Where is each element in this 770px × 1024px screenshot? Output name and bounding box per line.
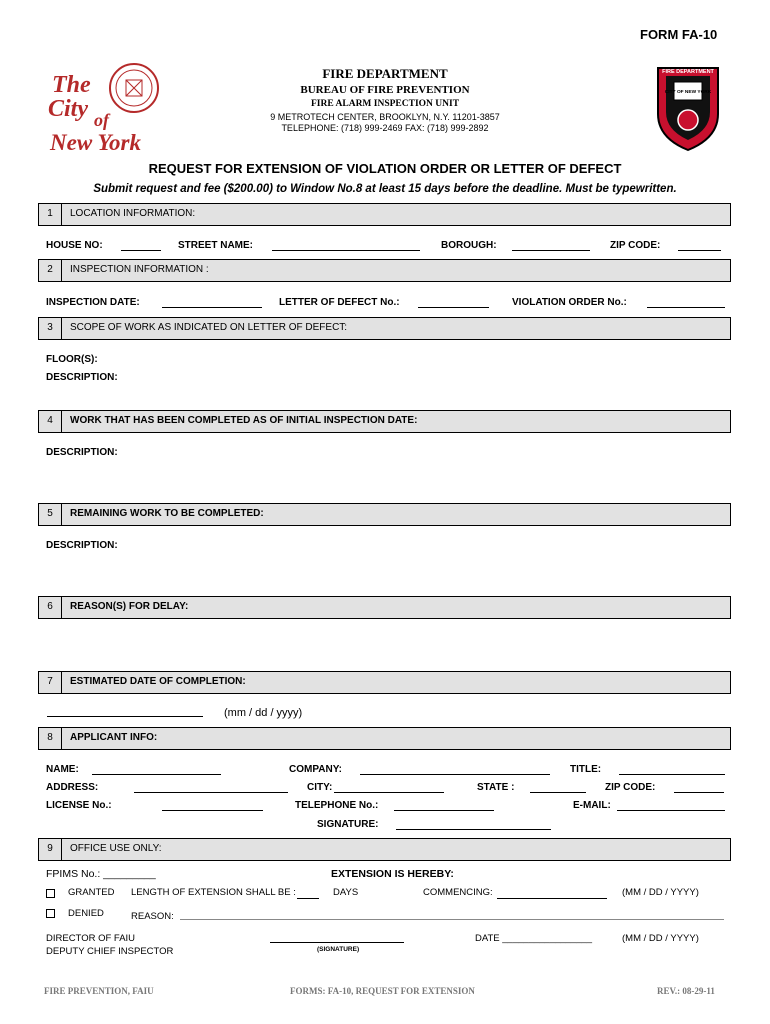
license-label: LICENSE No.: (46, 800, 112, 811)
applicant-name-label: NAME: (46, 764, 79, 775)
street-name-label: STREET NAME: (178, 240, 253, 251)
section-title: APPLICANT INFO: (70, 732, 158, 743)
violation-order-label: VIOLATION ORDER No.: (512, 297, 627, 308)
section-title: REASON(S) FOR DELAY: (70, 601, 189, 612)
form-subtitle: Submit request and fee ($200.00) to Window No.8 at least 15 days before the deadline. Must be typewritten. (93, 183, 677, 195)
section-2-header (38, 259, 731, 282)
city-field[interactable] (334, 792, 444, 793)
footer-left: FIRE PREVENTION, FAIU (44, 986, 154, 996)
title-field[interactable] (619, 774, 725, 775)
house-no-field[interactable] (121, 250, 161, 251)
section-5-header (38, 503, 731, 526)
dept-name: FIRE DEPARTMENT (322, 66, 448, 81)
section-number: 6 (39, 597, 62, 618)
telephone-label: TELEPHONE No.: (295, 800, 379, 811)
director-label: DIRECTOR OF FAIU (46, 933, 136, 944)
logo-new-york: New York (50, 130, 141, 155)
logo-the: The (52, 72, 91, 98)
completed-description-label: DESCRIPTION: (46, 447, 118, 458)
street-name-field[interactable] (272, 250, 420, 251)
section-number: 8 (39, 728, 62, 749)
state-label: STATE : (477, 782, 515, 793)
fdny-badge (652, 62, 724, 152)
fpims-no: FPIMS No.: _________ (46, 868, 156, 880)
reason-field[interactable] (180, 919, 724, 920)
city-label: CITY: (307, 782, 333, 793)
address-field[interactable] (134, 792, 288, 793)
section-title: REMAINING WORK TO BE COMPLETED: (70, 508, 264, 519)
inspection-date-label: INSPECTION DATE: (46, 297, 140, 308)
section-number: 3 (39, 318, 62, 339)
section-title: OFFICE USE ONLY: (70, 843, 162, 854)
footer-right: REV.: 08-29-11 (657, 986, 715, 996)
logo-city: City (48, 96, 88, 122)
length-label: LENGTH OF EXTENSION SHALL BE : (131, 887, 296, 898)
letter-of-defect-field[interactable] (418, 307, 489, 308)
inspection-date-field[interactable] (162, 307, 262, 308)
bureau-name: BUREAU OF FIRE PREVENTION (300, 84, 470, 96)
section-title: INSPECTION INFORMATION : (70, 264, 209, 275)
letter-of-defect-label: LETTER OF DEFECT No.: (279, 297, 400, 308)
dept-address: 9 METROTECH CENTER, BROOKLYN, N.Y. 11201-3857 (270, 112, 500, 122)
deputy-label: DEPUTY CHIEF INSPECTOR (46, 946, 174, 957)
form-title: REQUEST FOR EXTENSION OF VIOLATION ORDER OR LETTER OF DEFECT (148, 161, 622, 176)
applicant-signature-field[interactable] (396, 829, 551, 830)
borough-field[interactable] (512, 250, 590, 251)
telephone-field[interactable] (394, 810, 494, 811)
badge-city-text: CITY OF NEW YORK (664, 90, 712, 95)
remaining-description-label: DESCRIPTION: (46, 540, 118, 551)
email-field[interactable] (617, 810, 725, 811)
company-label: COMPANY: (289, 764, 342, 775)
reason-label: REASON: (131, 911, 174, 922)
applicant-name-field[interactable] (92, 774, 221, 775)
section-number: 4 (39, 411, 62, 432)
city-of-new-york-logo (48, 58, 168, 158)
commencing-label: COMMENCING: (423, 887, 493, 898)
email-label: E-MAIL: (573, 800, 611, 811)
violation-order-field[interactable] (647, 307, 725, 308)
applicant-zip-field[interactable] (674, 792, 724, 793)
section-number: 9 (39, 839, 62, 860)
estimated-date-format: (mm / dd / yyyy) (224, 707, 303, 719)
fdny-shield-icon (652, 62, 724, 152)
denied-checkbox[interactable] (46, 909, 55, 918)
section-9-header (38, 838, 731, 861)
borough-label: BOROUGH: (441, 240, 497, 251)
company-field[interactable] (360, 774, 550, 775)
section-7-header (38, 671, 731, 694)
section-number: 7 (39, 672, 62, 693)
license-field[interactable] (162, 810, 263, 811)
applicant-signature-label: SIGNATURE: (317, 819, 379, 830)
zip-code-field[interactable] (678, 250, 721, 251)
section-3-header (38, 317, 731, 340)
office-date-format: (MM / DD / YYYY) (622, 933, 699, 944)
signature-caption: (SIGNATURE) (317, 946, 360, 953)
section-number: 5 (39, 504, 62, 525)
unit-name: FIRE ALARM INSPECTION UNIT (310, 99, 460, 109)
dept-phone: TELEPHONE: (718) 999-2469 FAX: (718) 999-2892 (281, 123, 489, 133)
floors-label: FLOOR(S): (46, 354, 98, 365)
section-title: WORK THAT HAS BEEN COMPLETED AS OF INITIAL INSPECTION DATE: (70, 415, 418, 426)
city-seal-icon (48, 58, 168, 158)
section-title: SCOPE OF WORK AS INDICATED ON LETTER OF DEFECT: (70, 322, 348, 333)
house-no-label: HOUSE NO: (46, 240, 103, 251)
section-number: 2 (39, 260, 62, 281)
section-8-header (38, 727, 731, 750)
denied-label: DENIED (68, 908, 104, 919)
section-1-header (38, 203, 731, 226)
section-number: 1 (39, 204, 62, 225)
address-label: ADDRESS: (46, 782, 99, 793)
applicant-zip-label: ZIP CODE: (605, 782, 656, 793)
days-label: DAYS (333, 887, 359, 898)
section-title: LOCATION INFORMATION: (70, 208, 196, 219)
extension-hereby-label: EXTENSION IS HEREBY: (331, 868, 454, 880)
granted-checkbox[interactable] (46, 889, 55, 898)
zip-code-label: ZIP CODE: (610, 240, 661, 251)
director-signature-field[interactable] (270, 942, 404, 943)
commencing-date-format: (MM / DD / YYYY) (622, 887, 699, 898)
granted-label: GRANTED (68, 887, 115, 898)
section-title: ESTIMATED DATE OF COMPLETION: (70, 676, 246, 687)
section-6-header (38, 596, 731, 619)
footer-center: FORMS: FA-10, REQUEST FOR EXTENSION (290, 986, 475, 996)
title-label: TITLE: (570, 764, 602, 775)
days-field[interactable] (297, 898, 319, 899)
badge-arc-text: FIRE DEPARTMENT (662, 69, 714, 75)
scope-description-label: DESCRIPTION: (46, 372, 118, 383)
form-id: FORM FA-10 (640, 27, 718, 42)
state-field[interactable] (530, 792, 586, 793)
logo-of: of (94, 110, 109, 130)
section-4-header (38, 410, 731, 433)
commencing-field[interactable] (497, 898, 607, 899)
office-date-field[interactable]: DATE _________________ (475, 933, 593, 944)
estimated-date-field[interactable] (47, 716, 203, 717)
